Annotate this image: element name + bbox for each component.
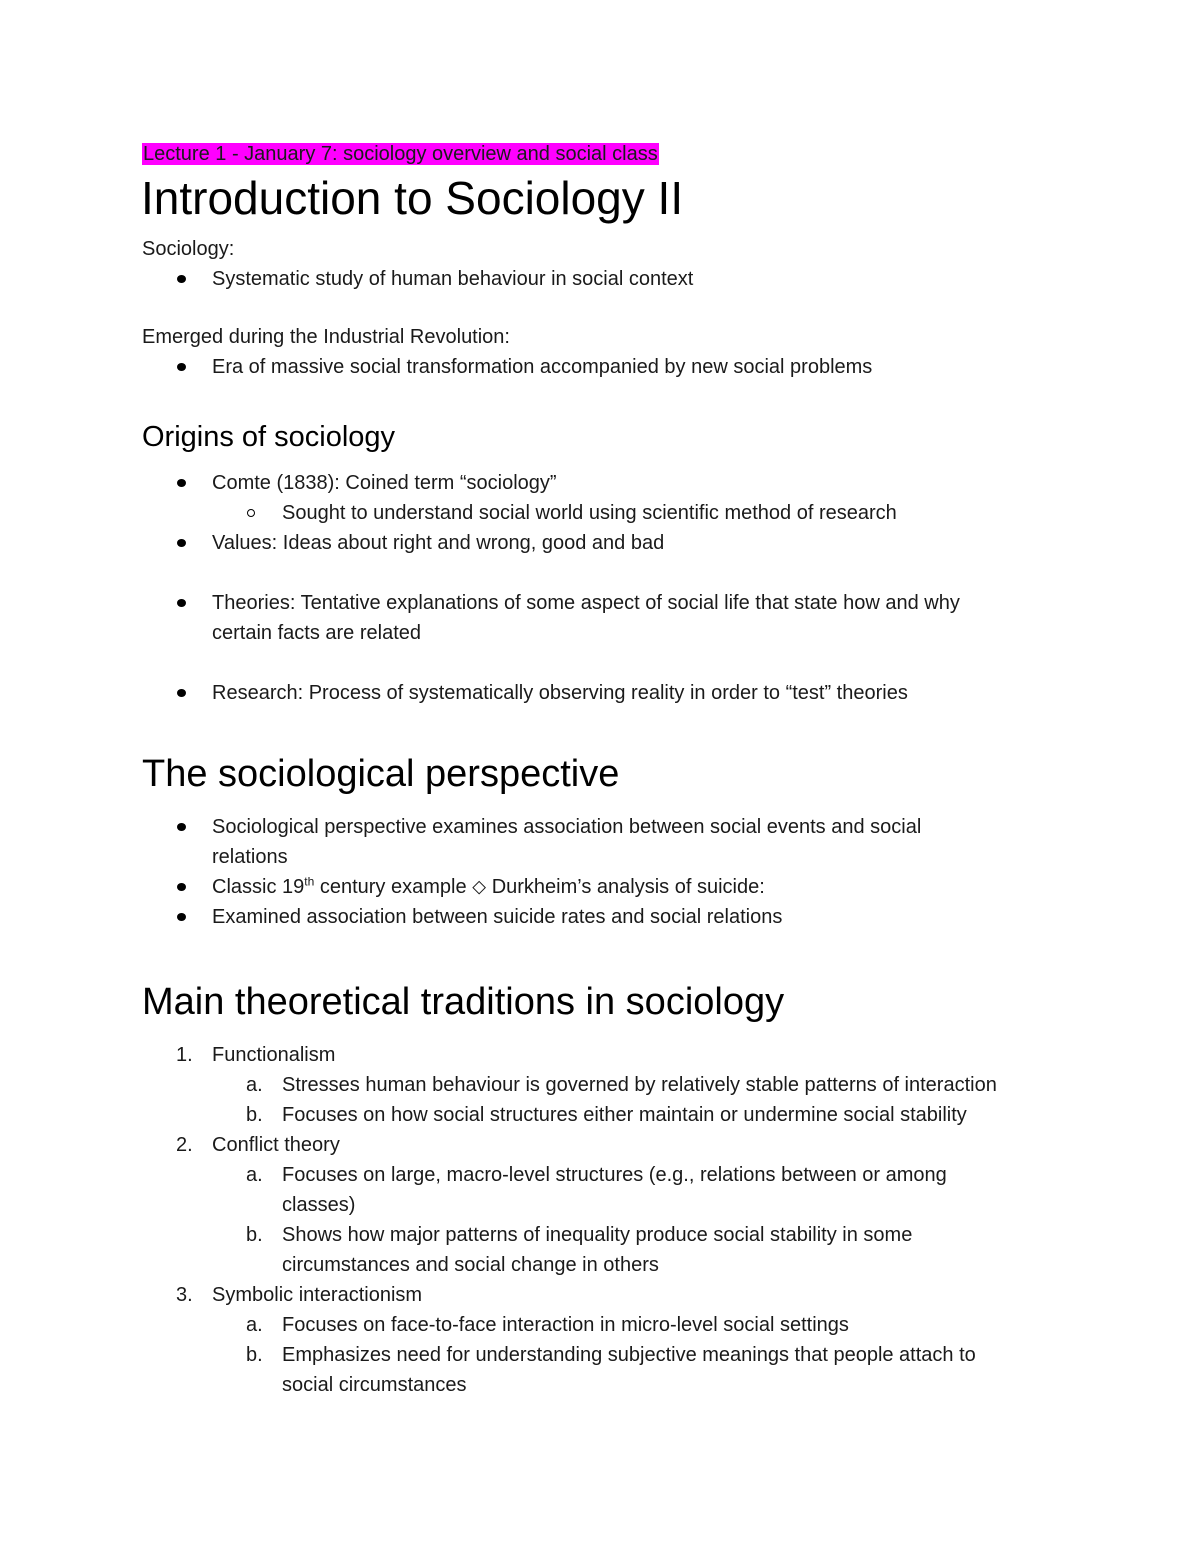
bullet-icon bbox=[177, 275, 186, 283]
origins-heading: Origins of sociology bbox=[142, 421, 396, 453]
list-item: 1. Functionalism bbox=[176, 1044, 336, 1066]
emerged-list bbox=[142, 352, 1072, 382]
list-item: Research: Process of systematically observing reality in order to “test” theories bbox=[142, 678, 1072, 708]
bullet-icon bbox=[177, 883, 186, 891]
document-page bbox=[142, 138, 1072, 1400]
list-item: Systematic study of human behaviour in social context bbox=[142, 264, 1072, 294]
document-title: Introduction to Sociology II bbox=[141, 172, 684, 224]
list-item: 2. Conflict theory bbox=[176, 1134, 340, 1156]
highlighted-text: Lecture 1 - January 7: sociology overview and social class bbox=[143, 143, 658, 165]
list-item: Examined association between suicide rates and social relations bbox=[142, 902, 1072, 932]
lecture-label bbox=[142, 138, 1072, 170]
list-item: Theories: Tentative explanations of some aspect of social life that state how and why certain facts are related bbox=[142, 588, 1072, 648]
bullet-icon bbox=[177, 363, 186, 371]
list-item: a. Focuses on large, macro-level structures (e.g., relations between or among classes) bbox=[246, 1164, 947, 1216]
bullet-icon bbox=[177, 689, 186, 697]
list-item: Era of massive social transformation accompanied by new social problems bbox=[142, 352, 1072, 382]
list-item: Comte (1838): Coined term “sociology” bbox=[142, 468, 1072, 498]
traditions-heading: Main theoretical traditions in sociology bbox=[142, 981, 785, 1023]
list-item: 3. Symbolic interactionism bbox=[176, 1284, 423, 1306]
emerged-label: Emerged during the Industrial Revolution: bbox=[142, 326, 510, 348]
list-item: Classic 19th century example ⬦ Durkheim’s analysis of suicide: bbox=[142, 872, 1072, 902]
list-item: a. Focuses on face-to-face interaction in micro-level social settings bbox=[246, 1314, 849, 1336]
list-item: Sought to understand social world using scientific method of research bbox=[142, 498, 1072, 528]
bullet-icon bbox=[177, 539, 186, 547]
list-item: b. Focuses on how social structures either maintain or undermine social stability bbox=[246, 1104, 967, 1126]
bullet-icon bbox=[177, 599, 186, 607]
list-item: b. Emphasizes need for understanding subjective meanings that people attach to social circumstances bbox=[246, 1344, 976, 1396]
traditions-list bbox=[142, 1040, 1072, 1400]
perspective-list bbox=[142, 812, 1072, 932]
sociology-list bbox=[142, 264, 1072, 294]
list-item: b. Shows how major patterns of inequality produce social stability in some circumstances and social change in others bbox=[246, 1224, 913, 1276]
bullet-icon bbox=[177, 479, 186, 487]
list-item: Values: Ideas about right and wrong, good and bad bbox=[142, 528, 1072, 558]
bullet-icon bbox=[177, 823, 186, 831]
hollow-bullet-icon bbox=[247, 509, 255, 517]
list-item: a. Stresses human behaviour is governed by relatively stable patterns of interaction bbox=[246, 1074, 997, 1096]
bullet-icon bbox=[177, 913, 186, 921]
origins-list bbox=[142, 468, 1072, 708]
perspective-heading: The sociological perspective bbox=[142, 753, 620, 795]
sociology-label: Sociology: bbox=[142, 238, 235, 260]
list-item: Sociological perspective examines association between social events and social relations bbox=[142, 812, 1072, 872]
